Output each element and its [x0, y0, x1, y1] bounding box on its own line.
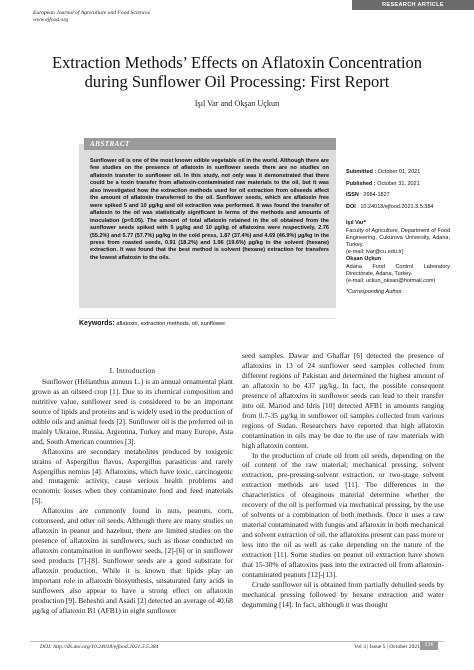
author1-email: (e-mail: ivar@cu.edu.tr): [346, 249, 404, 256]
keywords-divider: [79, 318, 336, 319]
body-paragraph: In the production of crude oil from oil seeds, depending on the oil content of the raw material; mechanical pressing, solvent extraction, pre-pressing-solvent extraction, or two-stage solvent extraction methods are used [11]. The differences in the characteristics of oleaginous material determine whether the recovery of the oil is performed via mechanical pressing, by the use of solvents or a combination of both methods. Once it uses a raw material contaminated with fungus and aflatoxin in both mechanical and solvent extraction of oil, the aflatoxins present can pass more or less into the oil as well as cake depending on the nature of the extraction [11]. Some studies on peanut oil extraction have shown that 15-30% of aflatoxins pass into the extracted oil from aflatoxin-contaminated peanuts [12]-[13].: [242, 450, 444, 579]
body-column-right: [242, 351, 444, 610]
keywords-value: aflatoxin, extraction methods, oil, sunflower.: [114, 321, 227, 327]
submitted-date: October 01, 2021: [377, 169, 421, 175]
body-paragraph: Aflatoxins are commonly found in nuts, peanuts, corn, cottonseed, and other oil seeds. Although there are many studies on aflatoxin in peanut and hazelnut, there are limited studies on the presence of aflatoxins in sunflowers, such as those conducted on aflatoxin contamination in sunflower seeds, [2]-[6] or in sunflower seed products [7]-[8]. Sunflower seeds are a good substrate for aflatoxin production. While it is known that lipids play an important role in aflatoxin biosynthesis, unsaturated fatty acids in sunflowers also appear to have a strong effect on aflatoxin production [9]. Beheshti and Asadi [2] detected an average of 40.68 µg/kg of aflatoxin B1 (AFB1) in eight sunflower: [32, 506, 233, 615]
issn-row: [346, 192, 450, 199]
issn-label: ISSN: [346, 192, 359, 199]
section-title-introduction: I. Introduction: [109, 366, 156, 375]
footer-doi: DOI: http://dx.doi.org/10.24018/ejfood.2021.3.5.384: [40, 644, 159, 650]
footer-divider: [30, 641, 444, 642]
paper-title: Extraction Methods’ Effects on Aflatoxin Concentration during Sunflower Oil Processing: First Report: [51, 53, 423, 91]
body-column-left: [32, 352, 233, 616]
journal-header: [33, 10, 150, 24]
article-info-sidebar: [346, 169, 450, 296]
corresponding-author-note: *Corresponding Author: [346, 289, 402, 296]
abstract-text: Sunflower oil is one of the most known edible vegetable oil in the world. Although there are few studies on the presence of aflatoxin in sunflower seeds there are no studies on aflatoxin transfer to sunflower oil. In this study, not only was it demonstrated that there could be a toxin transfer from aflatoxin-contaminated raw materials to the oil, but it was also investigated how the extraction methods used for oil extraction from oilseeds affect the amount of aflatoxin transferred to the oil. Sunflower seeds, which are aflatoxin free were spiked 5 and 10 µg/kg and oil extraction was performed. It was found the transfer of aflatoxin to the oil was statistically significant in terms of the methods and amounts of inoculation (p<0.05). The amount of total aflatoxin retained in the oil obtained from the sunflower seeds spiked with 5 µg/kg and 10 µg/kg of aflatoxins were respectively, 2.76 (55.2%) and 5.77 (57.7%) µg/kg in the cold press, 1.87 (37.4%) and 4.69 (46.9%) µg/kg in the press from roasted seeds, 0.91 (18.2%) and 1.96 (19.6%) µg/kg in the solvent (hexane) extraction. It was found that the best method is solvent (hexane) extraction for transfers the lowest aflatoxin to the oils.: [90, 158, 329, 261]
footer-volume: Vol 3 | Issue 5 | October 2021: [354, 644, 420, 650]
paper-authors: Işıl Var and Okşan Uçkun: [194, 99, 280, 108]
published-date: October 31, 2021: [377, 180, 420, 187]
author2-name: Okşan Uçkun: [346, 256, 382, 263]
body-paragraph: Crude sunflower oil is obtained from partially dehulled seeds by mechanical pressing followed by hexane extraction and water degumming [14]. In fact, although it was thought: [242, 579, 444, 609]
published-row: [346, 181, 450, 188]
page-number: 136: [420, 641, 438, 650]
published-label: Published :: [346, 180, 376, 187]
author1-affiliation: Faculty of Agriculture, Department of Food Engineering, Cukurova University, Adana, Turkey.: [346, 227, 450, 248]
journal-url: www.ejfood.org: [33, 17, 69, 23]
doi-value: : 10.24018/ejfood.2021.3.5.384: [357, 203, 434, 210]
keywords: [79, 320, 226, 327]
keywords-label: Keywords:: [79, 320, 115, 327]
doi-label: DOI: [346, 203, 356, 210]
body-paragraph: Sunflower (Helianthus annuus L.) is an annual ornamental plant grown as an oilseed crop [1]. Due to its chemical composition and nutritive value, sunflower seed is considered to be an important source of lipids and proteins and is widely used in the production of edible oils and animal feeds [2]. Sunflower oil is the preferred oil in mainly Ukraine, Russia, Argentina, Turkey and many Europe, Asia and, South American countries [3].: [32, 376, 233, 446]
submitted-row: [346, 169, 450, 176]
doi-row: [346, 204, 450, 211]
submitted-label: Submitted :: [346, 169, 377, 175]
issn-value: : 2684-1827: [360, 192, 390, 199]
abstract-label: ABSTRACT: [84, 138, 336, 150]
author1-name: Işıl Var*: [346, 220, 366, 227]
body-paragraph: seed samples. Dawar and Ghaffar [6] detected the presence of aflatoxins in 13 of 24 sunflower seed samples collected from different regions of Pakistan and determined the highest amount of an aflatoxin to be 437 µg/kg. In fact, the possible consequent presence of aflatoxins in sunflower seeds can lead to their transfer into oil. Mariod and Idris [10] detected AFB1 in amounts ranging from 0.7-35 µg/kg in sunflower oil samples collected from various regions of Sudan. Researchers have reported that high aflatoxin contamination in oils may be due to the use of raw materials with high aflatoxin content.: [242, 351, 444, 450]
journal-name: European Journal of Agriculture and Food Sciences: [33, 10, 150, 16]
author2-affiliation: Adana Food Control Laboratory Directorate, Adana, Turkey.: [346, 263, 450, 277]
article-type-badge: RESEARCH ARTICLE: [352, 0, 474, 10]
author2-email: (e-mail: uckun_oksan@hotmail.com): [346, 278, 436, 284]
body-paragraph: Aflatoxins are secondary metabolites produced by toxigenic strains of Aspergillus flavus, Aspergillus parasiticus and rarely Aspergillus nomius [4]. Aflatoxins, which have toxic, carcinogenic and mutagenic activity, cause serious health problems and economic losses when they contaminate food and feed materials [5].: [32, 446, 233, 506]
